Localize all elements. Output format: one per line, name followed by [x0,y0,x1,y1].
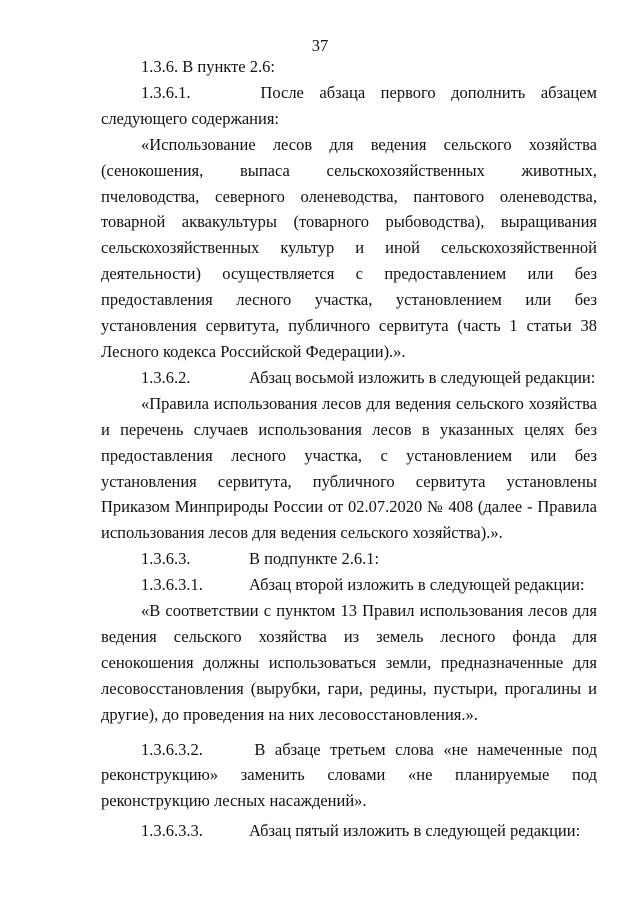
clause-1-3-6-3-1: 1.3.6.3.1. Абзац второй изложить в следующей редакции: [141,575,585,595]
quoted-paragraph-rules: «Правила использования лесов для ведения сельского хозяйства и перечень случаев использования лесов в указанных целях без предоставления лесного участка, с установлением или без установления сервитута, публичного сервитута установлены Приказом Минприроды России от 02.07.2020 № 408 (далее - Правила использования лесов для ведения сельского хозяйства).». [101,393,602,543]
clause-1-3-6-2: 1.3.6.2. Абзац восьмой изложить в следующей редакции: [141,367,596,387]
document-body [101,54,602,844]
clause-1-3-6-3-2: 1.3.6.3.2. В абзаце третьем слова «не намеченные под реконструкцию» заменить словами «не планируемые под реконструкцию лесных насаждений». [101,739,602,811]
quoted-paragraph-agriculture-use: «Использование лесов для ведения сельского хозяйства (сенокошения, выпаса сельскохозяйственных животных, пчеловодства, северного оленеводства, пантового оленеводства, товарной аквакультуры (товарного рыбоводства), выращивания сельскохозяйственных культур и иной сельскохозяйственной деятельности) осуществляется с предоставлением или без предоставления лесного участка, установлением или без установления сервитута, публичного сервитута (часть 1 статьи 38 Лесного кодекса Российской Федерации).». [101,134,602,361]
clause-1-3-6: 1.3.6. В пункте 2.6: [141,57,275,76]
quoted-paragraph-haymaking: «В соответствии с пунктом 13 Правил использования лесов для ведения сельского хозяйства из земель лесного фонда для сенокошения должны использоваться земли, предназначенные для лесовосстановления (вырубки, гари, редины, пустыри, прогалины и другие), до проведения на них лесовосстановления.». [101,601,602,724]
clause-1-3-6-3-3: 1.3.6.3.3. Абзац пятый изложить в следующей редакции: [141,821,581,841]
page-number: 37 [311,36,329,55]
clause-1-3-6-1: 1.3.6.1. После абзаца первого дополнить абзацем следующего содержания: [101,82,602,128]
clause-1-3-6-3: 1.3.6.3. В подпункте 2.6.1: [141,549,380,569]
